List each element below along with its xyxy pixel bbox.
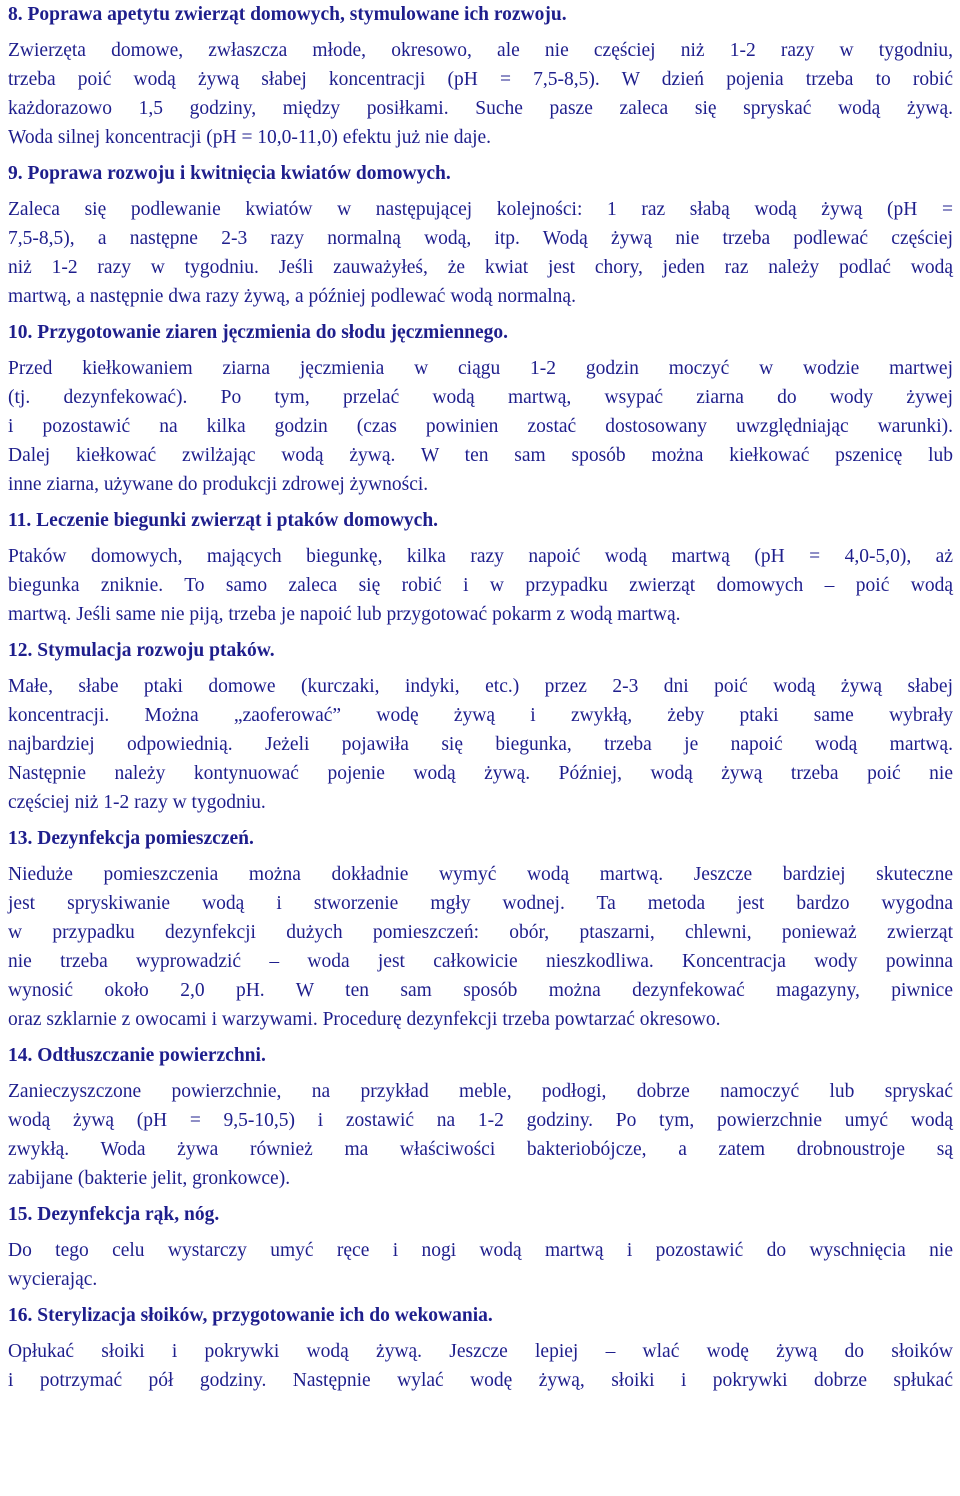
- paragraph-line: Dalej kiełkować zwilżając wodą żywą. W ten sam sposób można kiełkować pszenicę lub: [8, 445, 953, 466]
- paragraph-line: i potrzymać pół godziny. Następnie wylać wodę żywą, słoiki i pokrywki dobrze spłukać: [8, 1370, 953, 1391]
- section-11: [8, 506, 953, 636]
- section-paragraph: [8, 1077, 953, 1193]
- paragraph-line: Do tego celu wystarczy umyć ręce i nogi wodą martwą i pozostawić do wyschnięcia nie: [8, 1240, 953, 1261]
- paragraph-line: Zanieczyszczone powierzchnie, na przykład meble, podłogi, dobrze namoczyć lub spryskać: [8, 1081, 953, 1102]
- paragraph-line: biegunka zniknie. To samo zaleca się robić i w przypadku zwierząt domowych – poić wodą: [8, 575, 953, 596]
- section-paragraph: [8, 672, 953, 817]
- paragraph-line: jest spryskiwanie wodą i stworzenie mgły wodnej. Ta metoda jest bardzo wygodna: [8, 893, 953, 914]
- section-paragraph: [8, 1337, 953, 1395]
- paragraph-line: Nieduże pomieszczenia można dokładnie wymyć wodą martwą. Jeszcze bardziej skuteczne: [8, 864, 953, 885]
- paragraph-line: trzeba poić wodą żywą słabej koncentracji (pH = 7,5-8,5). W dzień pojenia trzeba to robić: [8, 69, 953, 90]
- paragraph-line: niż 1-2 razy w tygodniu. Jeśli zauważyłeś, że kwiat jest chory, jeden raz należy podlać wodą: [8, 257, 953, 278]
- section-heading: 11. Leczenie biegunki zwierząt i ptaków domowych.: [8, 510, 439, 531]
- section-14: [8, 1041, 953, 1200]
- paragraph-line: Zwierzęta domowe, zwłaszcza młode, okresowo, ale nie częściej niż 1-2 razy w tygodniu,: [8, 40, 953, 61]
- section-heading: 9. Poprawa rozwoju i kwitnięcia kwiatów domowych.: [8, 163, 451, 184]
- paragraph-line: Woda silnej koncentracji (pH = 10,0-11,0) efektu już nie daje.: [8, 127, 492, 148]
- section-heading: 16. Sterylizacja słoików, przygotowanie ich do wekowania.: [8, 1305, 493, 1326]
- paragraph-line: w przypadku dezynfekcji dużych pomieszczeń: obór, ptaszarni, chlewni, ponieważ zwierząt: [8, 922, 953, 943]
- paragraph-line: oraz szklarnie z owocami i warzywami. Procedurę dezynfekcji trzeba powtarzać okresowo.: [8, 1009, 721, 1030]
- paragraph-line: częściej niż 1-2 razy w tygodniu.: [8, 792, 266, 813]
- section-15: [8, 1200, 953, 1301]
- paragraph-line: 7,5-8,5), a następne 2-3 razy normalną wodą, itp. Wodą żywą nie trzeba podlewać częściej: [8, 228, 953, 249]
- section-paragraph: [8, 542, 953, 629]
- section-paragraph: [8, 860, 953, 1034]
- paragraph-line: (tj. dezynfekować). Po tym, przelać wodą martwą, wsypać ziarna do wody żywej: [8, 387, 953, 408]
- paragraph-line: inne ziarna, używane do produkcji zdrowej żywności.: [8, 474, 429, 495]
- paragraph-line: nie trzeba wyprowadzić – woda jest całkowicie nieszkodliwa. Koncentracja wody powinna: [8, 951, 953, 972]
- paragraph-line: wycierając.: [8, 1269, 98, 1290]
- section-heading: 13. Dezynfekcja pomieszczeń.: [8, 828, 254, 849]
- paragraph-line: zwykłą. Woda żywa również ma właściwości bakteriobójcze, a zatem drobnoustroje są: [8, 1139, 953, 1160]
- section-paragraph: [8, 36, 953, 152]
- section-paragraph: [8, 1236, 953, 1294]
- paragraph-line: Ptaków domowych, mających biegunkę, kilka razy napoić wodą martwą (pH = 4,0-5,0), aż: [8, 546, 953, 567]
- document-page: [8, 0, 953, 1395]
- paragraph-line: zabijane (bakterie jelit, gronkowce).: [8, 1168, 291, 1189]
- section-12: [8, 636, 953, 824]
- paragraph-line: i pozostawić na kilka godzin (czas powinien zostać dostosowany uwzględniając warunki).: [8, 416, 953, 437]
- section-heading: 12. Stymulacja rozwoju ptaków.: [8, 640, 275, 661]
- paragraph-line: Przed kiełkowaniem ziarna jęczmienia w ciągu 1-2 godzin moczyć w wodzie martwej: [8, 358, 953, 379]
- paragraph-line: koncentracji. Można „zaoferować” wodę żywą i zwykłą, żeby ptaki same wybrały: [8, 705, 953, 726]
- section-13: [8, 824, 953, 1041]
- paragraph-line: wynosić około 2,0 pH. W ten sam sposób można dezynfekować magazyny, piwnice: [8, 980, 953, 1001]
- section-16: [8, 1301, 953, 1395]
- section-heading: 14. Odtłuszczanie powierzchni.: [8, 1045, 266, 1066]
- section-heading: 15. Dezynfekcja rąk, nóg.: [8, 1204, 220, 1225]
- paragraph-line: martwą, a następnie dwa razy żywą, a później podlewać wodą normalną.: [8, 286, 576, 307]
- section-8: [8, 0, 953, 159]
- section-heading: 8. Poprawa apetytu zwierząt domowych, stymulowane ich rozwoju.: [8, 4, 567, 25]
- paragraph-line: najbardziej odpowiednią. Jeżeli pojawiła się biegunka, trzeba je napoić wodą martwą.: [8, 734, 953, 755]
- paragraph-line: Opłukać słoiki i pokrywki wodą żywą. Jeszcze lepiej – wlać wodę żywą do słoików: [8, 1341, 953, 1362]
- section-heading: 10. Przygotowanie ziaren jęczmienia do słodu jęczmiennego.: [8, 322, 509, 343]
- paragraph-line: Następnie należy kontynuować pojenie wodą żywą. Później, wodą żywą trzeba poić nie: [8, 763, 953, 784]
- section-paragraph: [8, 195, 953, 311]
- section-9: [8, 159, 953, 318]
- paragraph-line: wodą żywą (pH = 9,5-10,5) i zostawić na 1-2 godziny. Po tym, powierzchnie umyć wodą: [8, 1110, 953, 1131]
- paragraph-line: każdorazowo 1,5 godziny, między posiłkami. Suche pasze zaleca się spryskać wodą żywą.: [8, 98, 953, 119]
- section-paragraph: [8, 354, 953, 499]
- section-10: [8, 318, 953, 506]
- paragraph-line: Małe, słabe ptaki domowe (kurczaki, indyki, etc.) przez 2-3 dni poić wodą żywą słabej: [8, 676, 953, 697]
- paragraph-line: martwą. Jeśli same nie piją, trzeba je napoić lub przygotować pokarm z wodą martwą.: [8, 604, 681, 625]
- paragraph-line: Zaleca się podlewanie kwiatów w następującej kolejności: 1 raz słabą wodą żywą (pH =: [8, 199, 953, 220]
